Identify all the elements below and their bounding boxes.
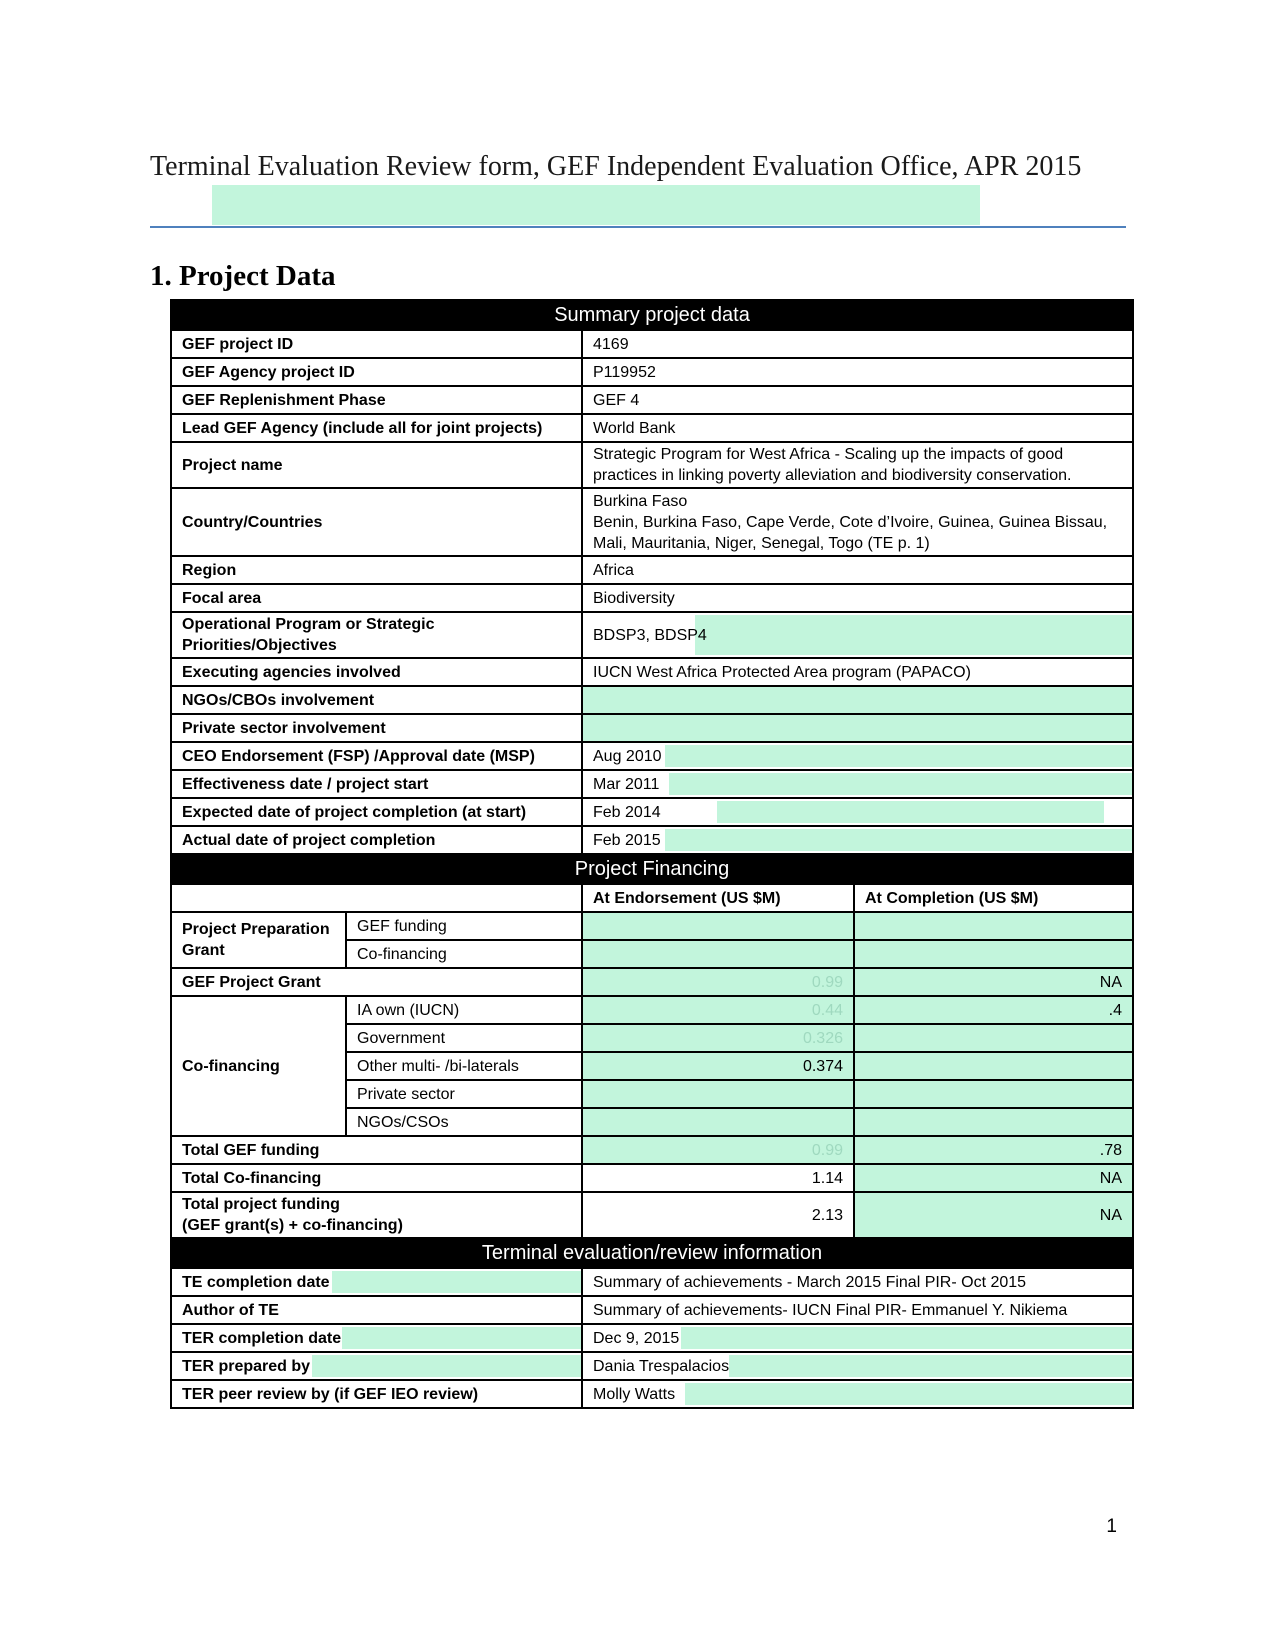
value-countries [582,488,1133,556]
label-other-multilaterals: Other multi- /bi-laterals [346,1052,582,1080]
value-te-author: Summary of achievements- IUCN Final PIR- Emmanuel Y. Nikiema [582,1296,1133,1324]
label-replenishment-phase: GEF Replenishment Phase [171,386,582,414]
ngos-csos-endorsement [582,1108,854,1136]
label-strategic-priorities: Operational Program or Strategic Priorities/Objectives [171,612,582,658]
label-te-author: Author of TE [171,1296,582,1324]
value-te-completion: Summary of achievements - March 2015 Final PIR- Oct 2015 [582,1268,1133,1296]
label-total-gef: Total GEF funding [171,1136,582,1164]
value-ceo-endorsement: Aug 2010 [582,742,1133,770]
cell-highlight [332,1271,581,1293]
label-te-completion: TE completion date [171,1268,582,1296]
summary-heading: Summary project data [171,300,1133,330]
country-list: Benin, Burkina Faso, Cape Verde, Cote d’Ivoire, Guinea, Guinea Bissau, Mali, Mauritania, Niger, Senegal, Togo (TE p. 1) [593,513,1108,552]
gef-grant-completion: NA [854,968,1133,996]
cell-highlight [695,615,1132,655]
col-completion: At Completion (US $M) [854,884,1133,912]
project-data-table [170,299,1134,1409]
label-lead-agency: Lead GEF Agency (include all for joint projects) [171,414,582,442]
label-cofin-private-sector: Private sector [346,1080,582,1108]
label-ter-prepared-by: TER prepared by [171,1352,582,1380]
ppg-gef-endorsement [582,912,854,940]
value-agency-project-id: P119952 [582,358,1133,386]
label-total-project: Total project funding (GEF grant(s) + co-financing) [171,1192,582,1238]
cell-highlight [729,1355,1132,1377]
value-gef-project-id: 4169 [582,330,1133,358]
label-expected-completion: Expected date of project completion (at start) [171,798,582,826]
label-cofinancing: Co-financing [171,996,346,1136]
label-project-name: Project name [171,442,582,488]
value-ngo-involvement [582,686,1133,714]
value-executing-agencies: IUCN West Africa Protected Area program (PAPACO) [582,658,1133,686]
ia-own-completion: .4 [854,996,1133,1024]
label-gef-project-grant: GEF Project Grant [171,968,582,996]
gef-grant-endorsement: 0.99 [582,968,854,996]
government-completion [854,1024,1133,1052]
total-project-endorsement: 2.13 [582,1192,854,1238]
ia-own-endorsement: 0.44 [582,996,854,1024]
label-ter-completion: TER completion date [171,1324,582,1352]
government-endorsement: 0.326 [582,1024,854,1052]
other-multilaterals-completion [854,1052,1133,1080]
label-ppg-cofinancing: Co-financing [346,940,582,968]
page-number: 1 [1106,1516,1117,1537]
label-ppg-gef-funding: GEF funding [346,912,582,940]
cell-highlight [685,1383,1132,1405]
label-ppg: Project Preparation Grant [171,912,346,968]
label-region: Region [171,556,582,584]
value-project-name: Strategic Program for West Africa - Scaling up the impacts of good practices in linking poverty alleviation and biodiversity conservation. [582,442,1133,488]
total-cofin-endorsement: 1.14 [582,1164,854,1192]
label-actual-completion: Actual date of project completion [171,826,582,854]
country-primary: Burkina Faso [593,492,688,510]
cofin-private-endorsement [582,1080,854,1108]
financing-heading: Project Financing [171,854,1133,884]
value-effectiveness-date: Mar 2011 [582,770,1133,798]
label-countries: Country/Countries [171,488,582,556]
label-agency-project-id: GEF Agency project ID [171,358,582,386]
value-region: Africa [582,556,1133,584]
value-ter-completion: Dec 9, 2015 [582,1324,1133,1352]
label-executing-agencies: Executing agencies involved [171,658,582,686]
ppg-cofin-completion [854,940,1133,968]
value-replenishment-phase: GEF 4 [582,386,1133,414]
value-lead-agency: World Bank [582,414,1133,442]
label-government: Government [346,1024,582,1052]
cell-highlight [717,801,1104,823]
ppg-cofin-endorsement [582,940,854,968]
label-ia-own: IA own (IUCN) [346,996,582,1024]
label-focal-area: Focal area [171,584,582,612]
value-ter-peer-review: Molly Watts [582,1380,1133,1408]
other-multilaterals-endorsement: 0.374 [582,1052,854,1080]
title-highlight [212,185,980,225]
total-cofin-completion: NA [854,1164,1133,1192]
label-ceo-endorsement: CEO Endorsement (FSP) /Approval date (MSP) [171,742,582,770]
title-divider [150,226,1126,228]
total-gef-endorsement: 0.99 [582,1136,854,1164]
cell-highlight [312,1355,581,1377]
total-project-completion: NA [854,1192,1133,1238]
col-endorsement: At Endorsement (US $M) [582,884,854,912]
label-total-cofinancing: Total Co-financing [171,1164,582,1192]
value-ter-prepared-by: Dania Trespalacios [582,1352,1133,1380]
label-gef-project-id: GEF project ID [171,330,582,358]
label-private-sector: Private sector involvement [171,714,582,742]
value-expected-completion: Feb 2014 [582,798,1133,826]
value-strategic-priorities: BDSP3, BDSP4 [582,612,1133,658]
cell-highlight [669,773,1132,795]
section-heading: 1. Project Data [150,260,336,292]
cell-highlight [665,745,1132,767]
ngos-csos-completion [854,1108,1133,1136]
total-gef-completion: .78 [854,1136,1133,1164]
value-focal-area: Biodiversity [582,584,1133,612]
value-private-sector [582,714,1133,742]
label-ter-peer-review: TER peer review by (if GEF IEO review) [171,1380,582,1408]
cell-highlight [342,1327,581,1349]
label-ngo-involvement: NGOs/CBOs involvement [171,686,582,714]
cell-highlight [681,1327,1132,1349]
cell-highlight [665,829,1132,851]
label-ngos-csos: NGOs/CSOs [346,1108,582,1136]
ppg-gef-completion [854,912,1133,940]
financing-blank-header [171,884,582,912]
value-actual-completion: Feb 2015 [582,826,1133,854]
te-heading: Terminal evaluation/review information [171,1238,1133,1268]
label-effectiveness-date: Effectiveness date / project start [171,770,582,798]
document-title: Terminal Evaluation Review form, GEF Independent Evaluation Office, APR 2015 [150,151,1082,182]
cofin-private-completion [854,1080,1133,1108]
